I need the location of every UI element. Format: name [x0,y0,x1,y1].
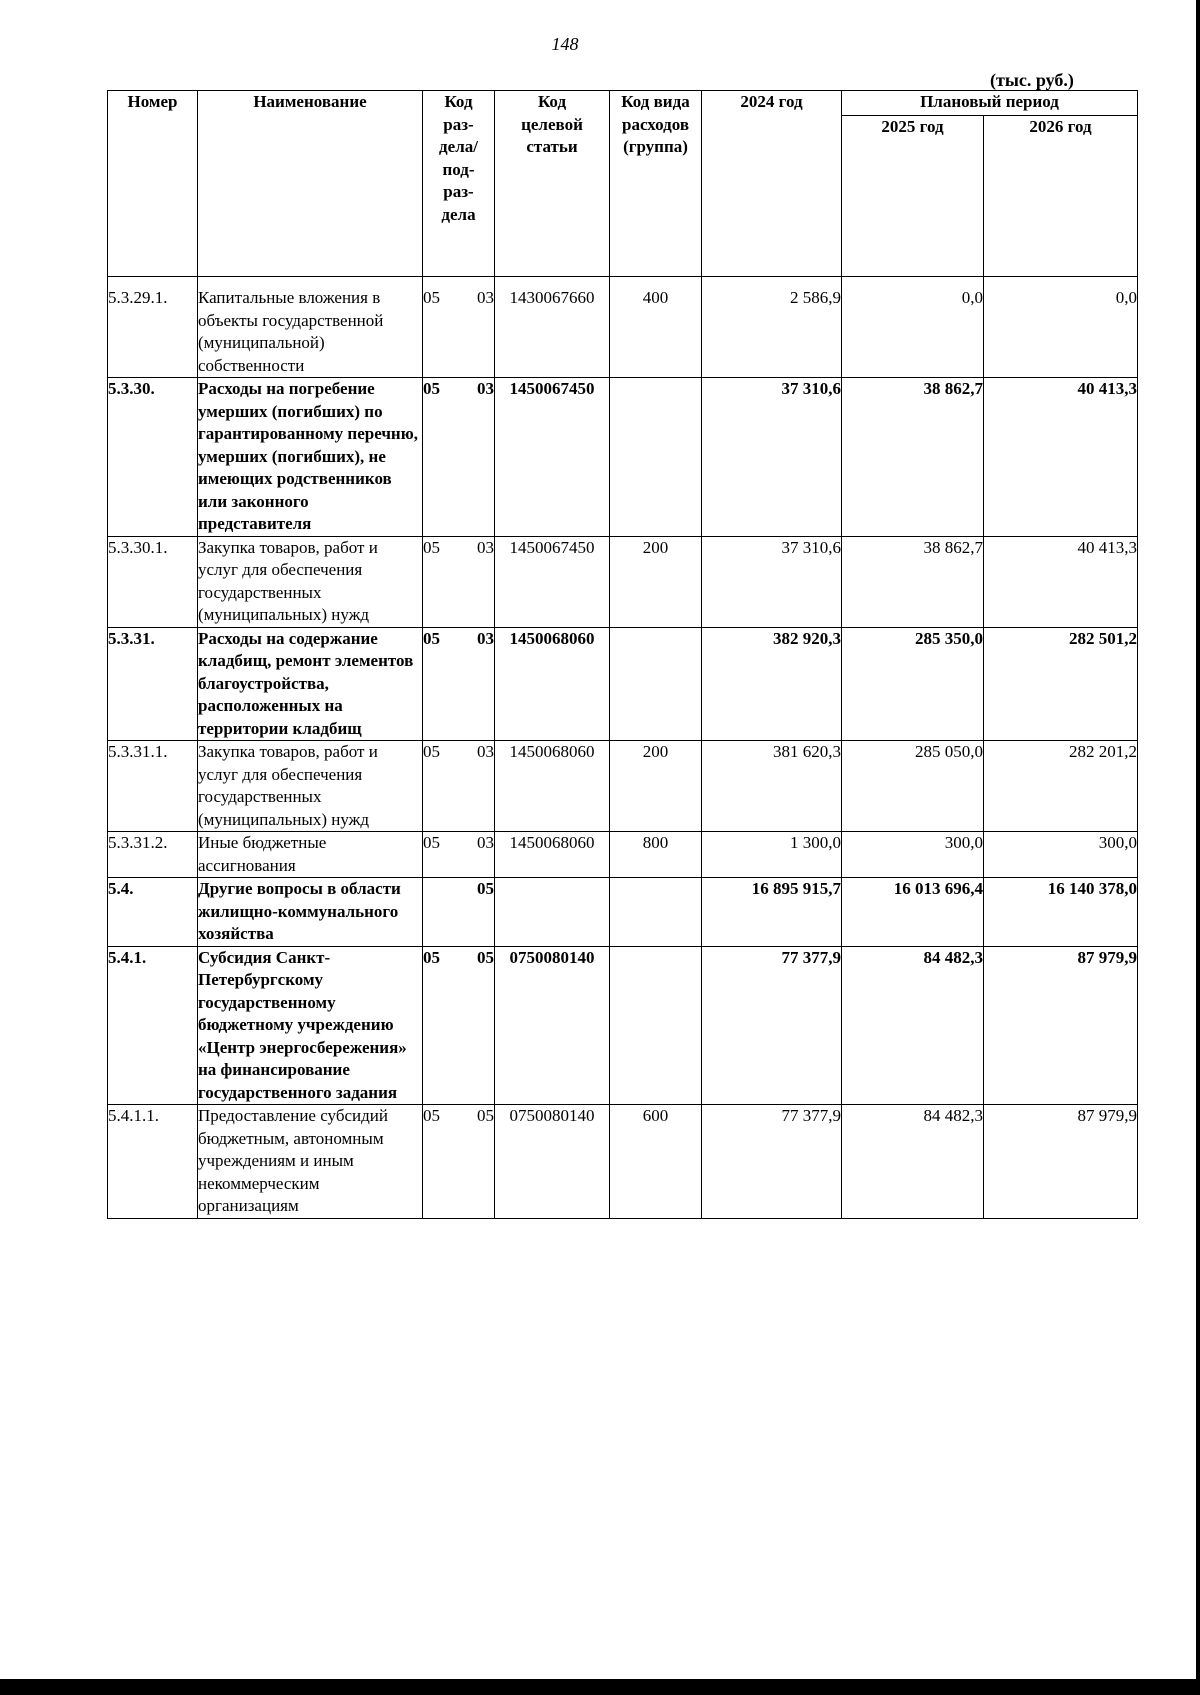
row-section-code [423,946,495,1105]
subsection-value: 03 [477,628,494,648]
table-row [108,536,1138,627]
table-row [108,741,1138,832]
table-row [108,878,1138,947]
section-value: 05 [423,742,440,761]
row-target-code [495,878,610,947]
header-line: раз- [443,182,474,201]
row-target-code: 0750080140 [495,946,610,1105]
header-line: раз- [443,114,474,134]
header-line: целевой [521,114,583,134]
header-year-2025: 2025 год [842,116,984,277]
section-code-wrap [423,947,494,970]
section-code-wrap [423,378,494,401]
section-value: 05 [423,947,440,967]
table-row [108,627,1138,741]
row-number: 5.3.31.2. [108,832,198,878]
row-number: 5.3.29.1. [108,277,198,378]
subsection-value: 03 [477,537,494,557]
row-number: 5.3.30.1. [108,536,198,627]
section-value: 05 [423,288,440,307]
row-name: Капитальные вложения в объекты государственной (муниципальной) собственности [198,277,423,378]
row-amount-2025: 0,0 [842,277,984,378]
row-name: Закупка товаров, работ и услуг для обеспечения государственных (муниципальных) нужд [198,741,423,832]
row-amount-2024: 16 895 915,7 [702,878,842,947]
section-code-wrap [423,1105,494,1128]
row-amount-2024: 1 300,0 [702,832,842,878]
row-name: Субсидия Санкт-Петербургскому государственному бюджетному учреждению «Центр энергосбережения» на финансирование государственного задания [198,946,423,1105]
header-section-code [423,91,495,277]
section-value: 05 [423,1106,440,1125]
header-year-2026: 2026 год [984,116,1138,277]
row-expense-kind [610,946,702,1105]
row-amount-2026: 16 140 378,0 [984,878,1138,947]
section-code-wrap [423,832,494,855]
row-expense-kind [610,627,702,741]
row-target-code: 1430067660 [495,277,610,378]
row-amount-2025: 300,0 [842,832,984,878]
row-target-code: 0750080140 [495,1105,610,1219]
header-line: Код [444,92,473,111]
row-expense-kind: 200 [610,536,702,627]
row-name: Другие вопросы в области жилищно-коммунального хозяйства [198,878,423,947]
row-amount-2026: 282 201,2 [984,741,1138,832]
row-number: 5.4.1. [108,946,198,1105]
row-amount-2024: 37 310,6 [702,536,842,627]
section-value: 05 [423,537,440,557]
header-line: (группа) [623,137,688,156]
table-body [108,277,1138,1219]
header-line: Код вида [621,92,690,111]
row-section-code [423,277,495,378]
subsection-value: 05 [477,1106,494,1125]
budget-table [107,90,1138,1219]
table-row [108,378,1138,537]
header-target-code [495,91,610,277]
row-name: Расходы на погребение умерших (погибших) по гарантированному перечню, умерших (погибших), не имеющих родственников или законного представителя [198,378,423,537]
section-value: 05 [423,833,440,852]
header-line: расходов [622,114,689,134]
header-line: Код [537,92,567,111]
row-target-code: 1450067450 [495,378,610,537]
row-amount-2025: 16 013 696,4 [842,878,984,947]
row-section-code [423,536,495,627]
row-number: 5.3.31. [108,627,198,741]
row-amount-2026: 40 413,3 [984,536,1138,627]
row-section-code [423,627,495,741]
row-section-code [423,878,495,947]
row-expense-kind: 600 [610,1105,702,1219]
row-amount-2025: 84 482,3 [842,946,984,1105]
header-line: дела [441,204,476,224]
scan-border-bottom [0,1679,1200,1695]
row-amount-2026: 0,0 [984,277,1138,378]
section-code-wrap [423,878,494,901]
row-amount-2024: 77 377,9 [702,1105,842,1219]
row-amount-2026: 300,0 [984,832,1138,878]
row-amount-2024: 381 620,3 [702,741,842,832]
row-expense-kind [610,878,702,947]
subsection-value: 03 [477,833,494,852]
scan-border-right [1196,0,1200,1695]
section-code-wrap [423,537,494,560]
header-expense-kind [610,91,702,277]
row-section-code [423,741,495,832]
row-expense-kind: 400 [610,277,702,378]
row-amount-2025: 285 350,0 [842,627,984,741]
row-amount-2024: 37 310,6 [702,378,842,537]
header-number: Номер [108,91,198,277]
row-amount-2025: 84 482,3 [842,1105,984,1219]
subsection-value: 03 [477,288,494,307]
row-name: Иные бюджетные ассигнования [198,832,423,878]
row-name: Предоставление субсидий бюджетным, автономным учреждениям и иным некоммерческим организациям [198,1105,423,1219]
row-amount-2024: 382 920,3 [702,627,842,741]
row-amount-2025: 38 862,7 [842,378,984,537]
row-number: 5.4.1.1. [108,1105,198,1219]
row-expense-kind: 200 [610,741,702,832]
subsection-value: 05 [477,947,494,967]
row-target-code: 1450068060 [495,627,610,741]
units-label: (тыс. руб.) [990,70,1074,90]
row-target-code: 1450067450 [495,536,610,627]
section-code-wrap [423,287,494,310]
header-year-2024: 2024 год [702,91,842,277]
table-row [108,277,1138,378]
row-amount-2026: 282 501,2 [984,627,1138,741]
row-amount-2024: 2 586,9 [702,277,842,378]
subsection-value: 03 [477,379,494,398]
row-expense-kind: 800 [610,832,702,878]
header-name: Наименование [198,91,423,277]
row-amount-2026: 40 413,3 [984,378,1138,537]
row-amount-2026: 87 979,9 [984,946,1138,1105]
row-number: 5.3.31.1. [108,741,198,832]
header-line: статьи [526,137,578,156]
page-number: 148 [551,34,579,54]
subsection-value: 03 [477,742,494,761]
row-amount-2024: 77 377,9 [702,946,842,1105]
row-section-code [423,832,495,878]
table-row [108,946,1138,1105]
header-line: под- [442,159,475,179]
header-line: дела/ [439,137,478,156]
section-code-wrap [423,741,494,764]
row-amount-2025: 38 862,7 [842,536,984,627]
row-target-code: 1450068060 [495,741,610,832]
table-header-row [108,91,1138,116]
row-expense-kind [610,378,702,537]
section-value: 05 [423,628,440,648]
row-section-code [423,1105,495,1219]
row-number: 5.3.30. [108,378,198,537]
row-name: Расходы на содержание кладбищ, ремонт элементов благоустройства, расположенных на территории кладбищ [198,627,423,741]
section-value: 05 [423,379,440,398]
subsection-value: 05 [477,879,494,898]
table-row [108,1105,1138,1219]
row-amount-2026: 87 979,9 [984,1105,1138,1219]
row-number: 5.4. [108,878,198,947]
row-name: Закупка товаров, работ и услуг для обеспечения государственных (муниципальных) нужд [198,536,423,627]
table-row [108,832,1138,878]
section-code-wrap [423,628,494,651]
row-target-code: 1450068060 [495,832,610,878]
header-plan-period: Плановый период [842,91,1138,116]
row-section-code [423,378,495,537]
row-amount-2025: 285 050,0 [842,741,984,832]
